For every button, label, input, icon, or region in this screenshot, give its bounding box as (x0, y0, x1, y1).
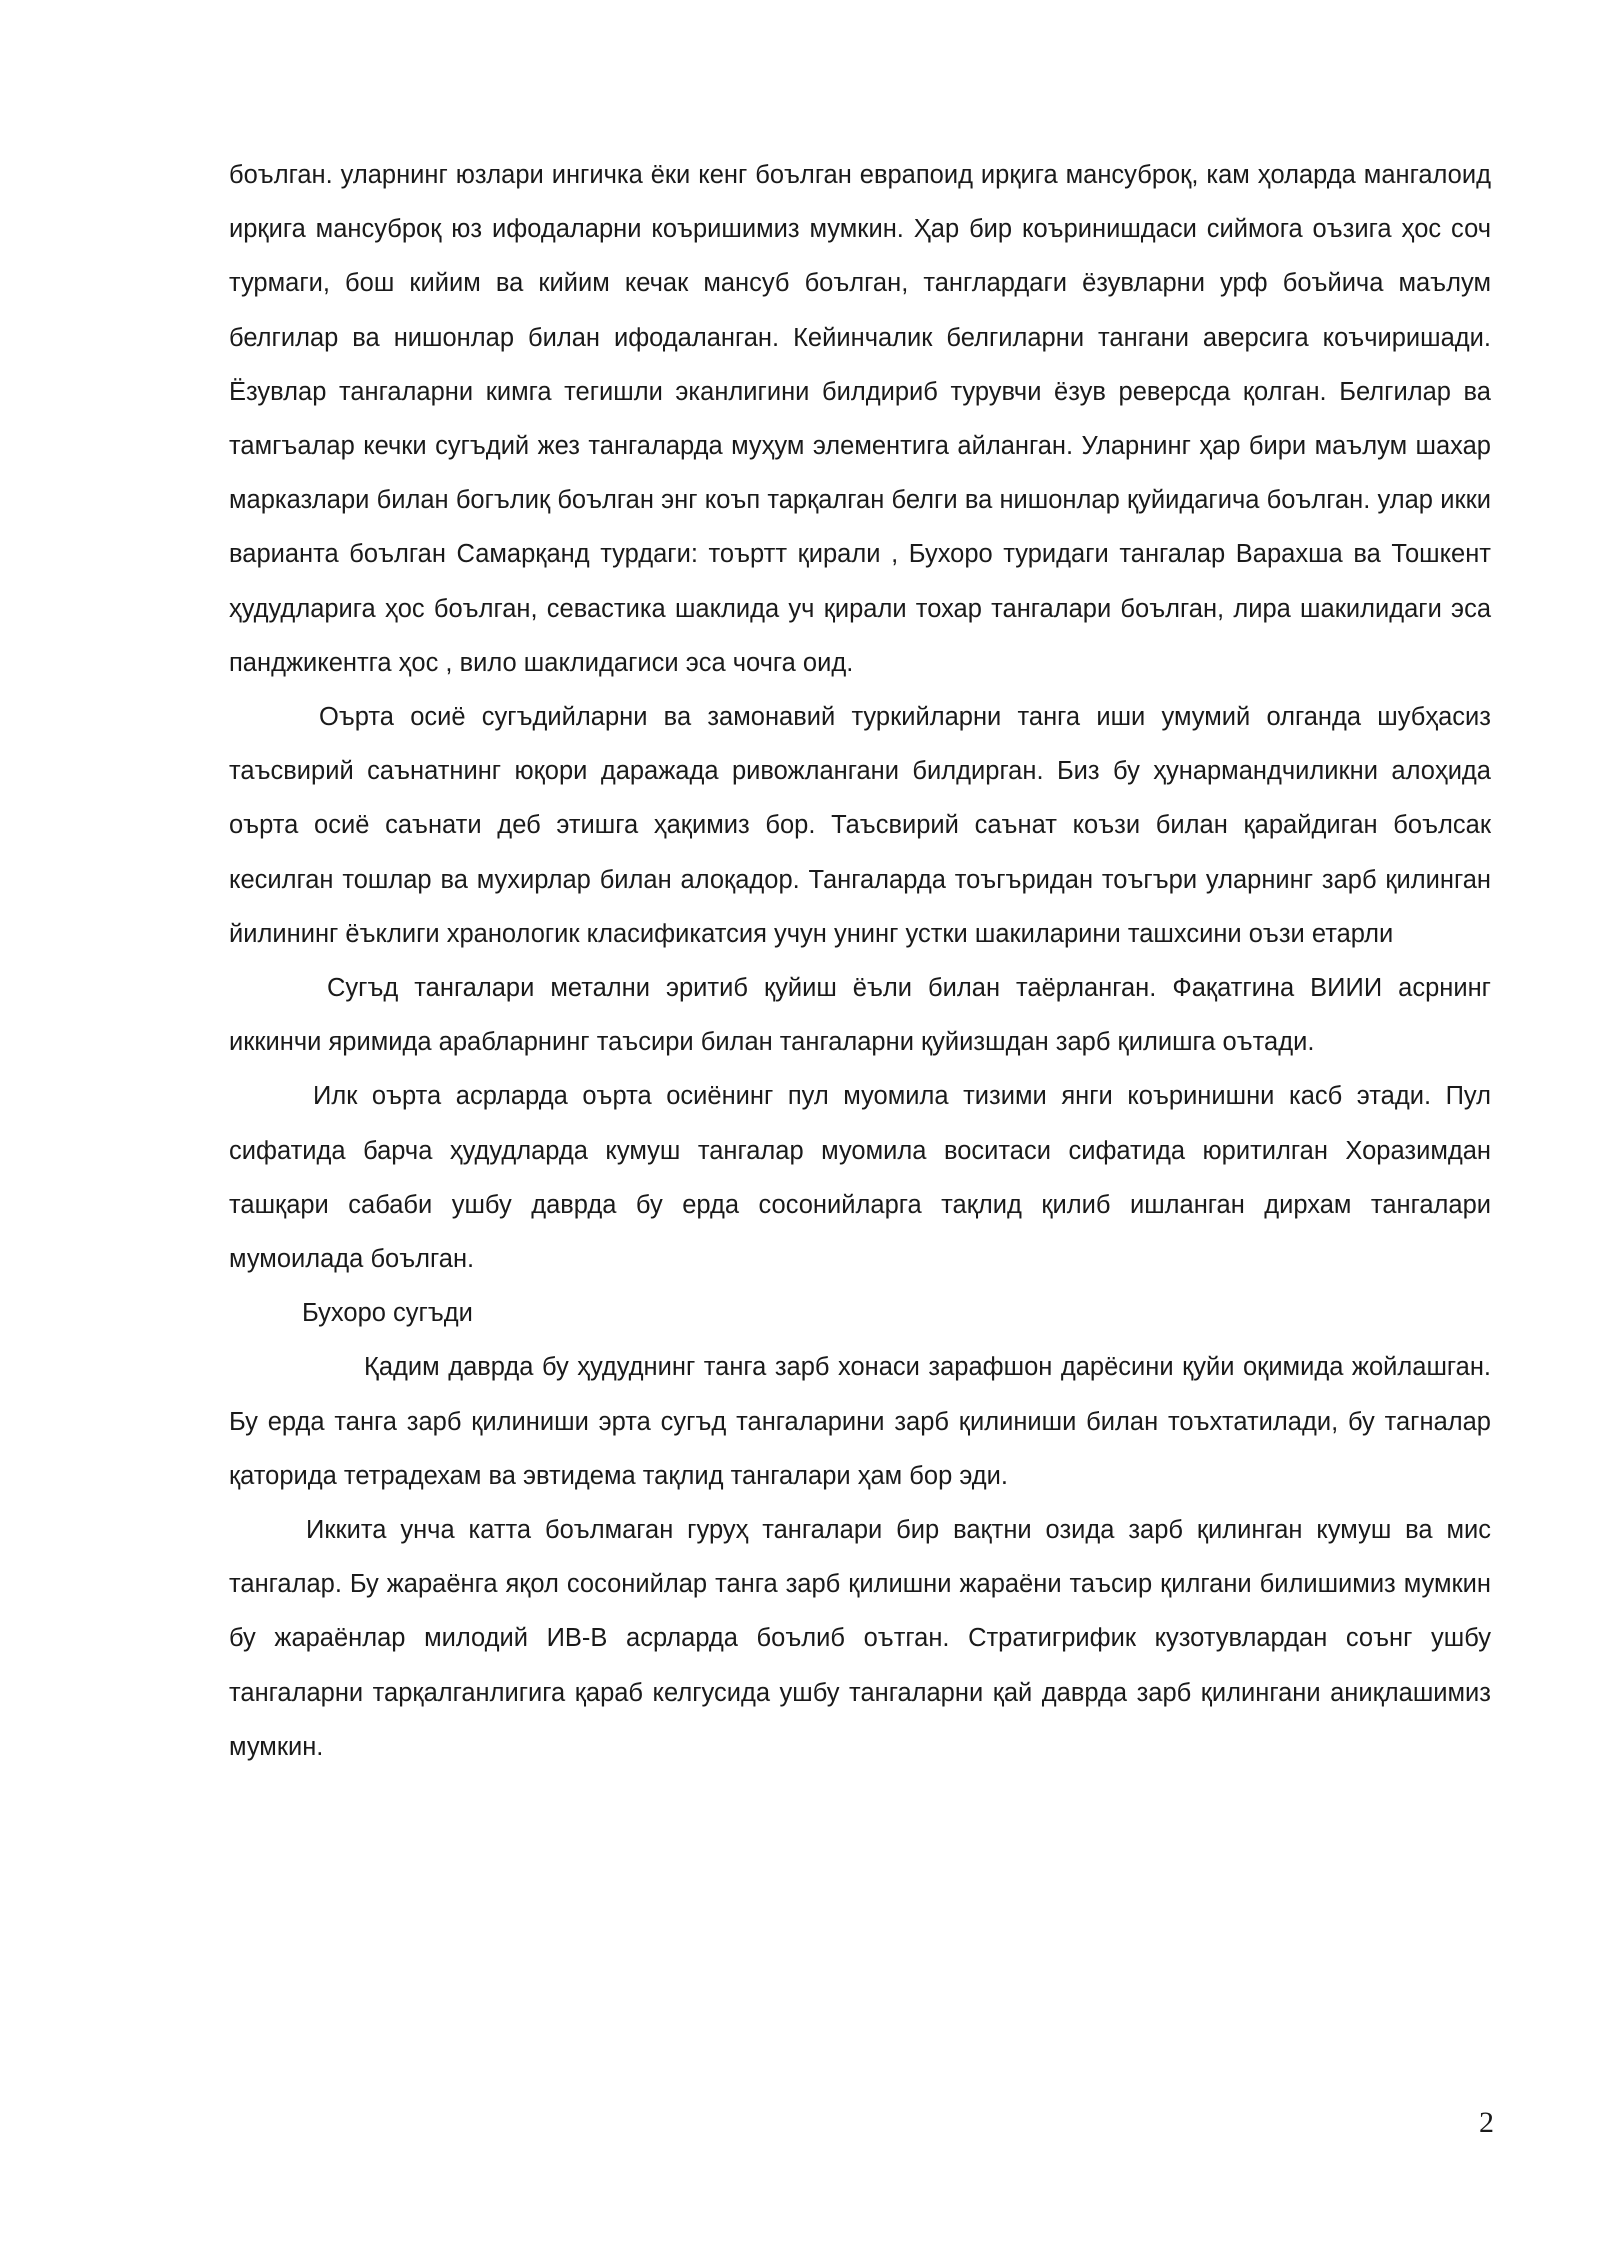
paragraph-early-middle-ages: Илк оърта асрларда оърта осиёнинг пул муомила тизими янги коъринишни касб этади. Пул сифатида барча ҳудудларда кумуш тангалар муомила воситаси сифатида юритилган Хоразимдан ташқари сабаби ушбу даврда бу ерда сосонийларга тақлид қилиб ишланган дирхам тангалари мумоилада боълган. (229, 1082, 1491, 1274)
paragraph-continuation: боълган. уларнинг юзлари ингичка ёки кенг боълган еврапоид ирқига мансуброқ, кам ҳоларда мангалоид ирқига мансуброқ юз ифодаларни коъришимиз мумкин. Ҳар бир коъринишдаси сиймога оъзига ҳос соч турмаги, бош кийим ва кийим кечак мансуб боълган, танглардаги ёзувларни урф боъйича маълум белгилар ва нишонлар билан ифодаланган. Кейинчалик белгиларни тангани аверсига коъчиришади. Ёзувлар тангаларни кимга тегишли эканлигини билдириб турувчи ёзув реверсда қолган. Белгилар ва тамгъалар кечки сугъдий жез тангаларда муҳум элементига айланган. Уларнинг ҳар бири маълум шахар марказлари билан богълиқ боълган энг коъп тарқалган белги ва нишонлар қуйидагича боълган. улар икки варианта боълган Самарқанд турдаги: тоъртт қирали , Бухоро туридаги тангалар Варахша ва Тошкент ҳудудларига ҳос боълган, севастика шаклида уч қирали тохар тангалари боълган, лира шакилидаги эса панджикентга ҳос , вило шаклидагиси эса чочга оид. (229, 161, 1491, 677)
section-heading-bukhara-sogd: Бухоро сугъди (302, 1299, 473, 1328)
paragraph-ancient-mint: Қадим даврда бу ҳудуднинг танга зарб хонаси зарафшон дарёсини қуйи оқимида жойлашган. Бу ерда танга зарб қилиниши эрта сугъд тангаларини зарб қилиниши билан тоъхтатилади, бу тагналар қаторида тетрадехам ва эвтидема тақлид тангалари ҳам бор эди. (229, 1353, 1491, 1490)
paragraph-coin-groups: Иккита унча катта боълмаган гуруҳ тангалари бир вақтни озида зарб қилинган кумуш ва мис тангалар. Бу жараёнга яқол сосонийлар танга зарб қилишни жараёни таъсир қилгани билишимиз мумкин бу жараёнлар милодий ИВ-В асрларда боълиб оътган. Стратигрифик кузотувлардан соънг ушбу тангаларни тарқалганлигига қараб келгусида ушбу тангаларни қай даврда зарб қилингани аниқлашимиз мумкин. (229, 1516, 1491, 1761)
text-body (229, 148, 1491, 1774)
page-number: 2 (1479, 2106, 1494, 2139)
paragraph-sogdian-coin-casting: Сугъд тангалари метални эритиб қуйиш ёъли билан таёрланган. Фақатгина ВИИИ асрнинг иккинчи яримида арабларнинг таъсири билан тангаларни қуйизшдан зарб қилишга оътади. (229, 974, 1491, 1057)
paragraph-central-asian-coinage: Оърта осиё сугъдийларни ва замонавий туркийларни танга иши умумий олганда шубҳасиз таъсвирий саънатнинг юқори даражада ривожлангани билдирган. Биз бу ҳунармандчиликни алоҳида оърта осиё саънати деб этишга ҳақимиз бор. Таъсвирий саънат коъзи билан қарайдиган боълсак кесилган тошлар ва мухирлар билан алоқадор. Тангаларда тоъгъридан тоъгъри уларнинг зарб қилинган йилининг ёъклиги хранологик класификатсия учун унинг устки шакиларини ташхсини оъзи етарли (229, 703, 1491, 948)
